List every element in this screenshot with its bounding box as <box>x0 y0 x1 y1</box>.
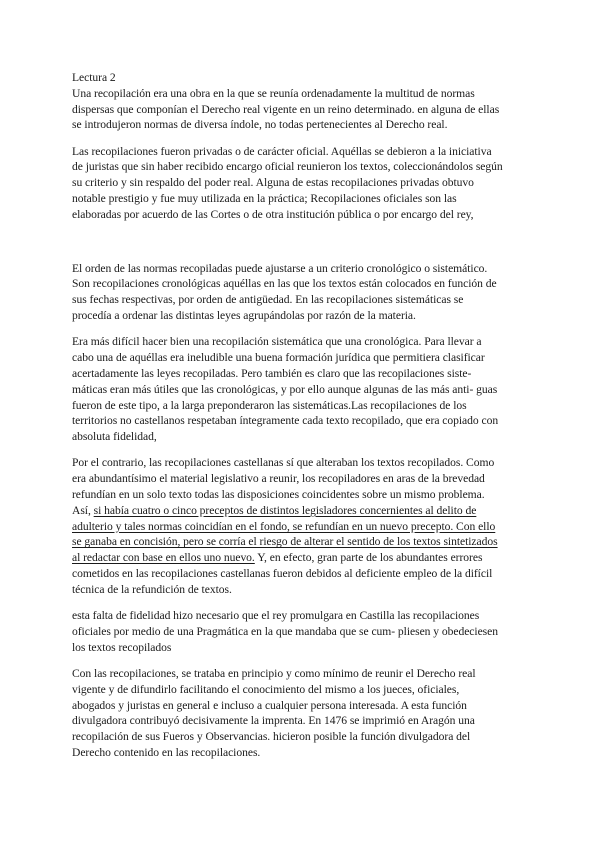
text-line: los textos recopilados <box>72 640 172 654</box>
text-line: elaboradas por acuerdo de las Cortes o de otra institución pública o por encargo del rey, <box>72 207 474 221</box>
text-line: cometidos en las recopilaciones castellanas fueron debidos al deficiente empleo de la difícil <box>72 567 493 581</box>
text-line: recopilación de sus Fueros y Observancias. hicieron posible la función divulgadora del <box>72 730 471 744</box>
text-line: su criterio y sin respaldo del poder real. Alguna de estas recopilaciones privadas obtuvo <box>72 176 474 190</box>
paragraph-5 <box>72 455 540 597</box>
paragraph-6 <box>72 608 540 655</box>
text-line: notable prestigio y fue muy utilizada en la práctica; Recopilaciones oficiales son las <box>72 192 457 206</box>
text-line: era abundantísimo el material legislativo a reunir, los recopiladores en aras de la brevedad <box>72 472 485 486</box>
text-line: de juristas que sin haber recibido encargo oficial reunieron los textos, coleccionándolos según <box>72 160 503 174</box>
text-line: Las recopilaciones fueron privadas o de carácter oficial. Aquéllas se debieron a la iniciativa <box>72 144 492 158</box>
text-line <box>72 519 540 535</box>
underlined-text: al redactar con base en ellos uno nuevo. <box>72 551 255 565</box>
underlined-text: si había cuatro o cinco preceptos de distintos legisladores concernientes al delito de <box>93 503 477 517</box>
text-line: territorios no castellanos respetaban íntegramente cada texto recopilado, que era copiado con <box>72 414 499 428</box>
text-line: Son recopilaciones cronológicas aquéllas en las que los textos están colocados en función de <box>72 277 497 291</box>
text-line: Con las recopilaciones, se trataba en principio y como mínimo de reunir el Derecho real <box>72 667 476 680</box>
paragraph-2 <box>72 144 540 223</box>
text-line: oficiales por medio de una Pragmática en la que mandaba que se cum- pliesen y obedeciesen <box>72 624 498 638</box>
text-line: máticas eran más útiles que las cronológicas, y por ello aunque algunas de las más anti- guas <box>72 382 498 396</box>
text-line: sus fechas respectivas, por orden de antigüedad. En las recopilaciones sistemáticas se <box>72 293 464 307</box>
text-line: Por el contrario, las recopilaciones castellanas sí que alteraban los textos recopilados. Como <box>72 456 495 470</box>
text-line: vigente y de difundirlo facilitando el conocimiento del mismo a los jueces, oficiales, <box>72 682 460 696</box>
text-line: se introdujeron normas de diversa índole, no todas pertenecientes al Derecho real. <box>72 118 448 132</box>
underlined-text: adulterio y tales normas coincidían en el fondo, se refundían en un nuevo precepto. Con ello <box>72 519 496 533</box>
text-line: refundían en un solo texto todas las disposiciones coincidentes sobre un mismo problema. <box>72 488 485 502</box>
text-line: técnica de la refundición de textos. <box>72 582 232 596</box>
paragraph-1 <box>72 86 540 133</box>
text-line: dispersas que componían el Derecho real vigente en un reino determinado. en alguna de ellas <box>72 102 500 116</box>
text-line <box>72 534 540 550</box>
text-line: acertadamente las leyes recopiladas. Pero también es claro que las recopilaciones siste- <box>72 366 472 380</box>
text-line: El orden de las normas recopiladas puede ajustarse a un criterio cronológico o sistemático. <box>72 261 488 275</box>
text-line: procedía a ordenar las distintas leyes agrupándolas por razón de la materia. <box>72 309 416 323</box>
paragraph-3 <box>72 261 540 324</box>
text-segment: Así, <box>72 503 94 517</box>
text-line: abogados y juristas en general e incluso a cualquier persona interesada. A esta función <box>72 698 467 712</box>
paragraph-7 <box>72 666 540 761</box>
text-line: esta falta de fidelidad hizo necesario que el rey promulgara en Castilla las recopilaciones <box>72 609 480 623</box>
underlined-text: se ganaba en concisión, pero se corría el riesgo de alterar el sentido de los textos sintetizados <box>72 535 498 549</box>
text-line: Una recopilación era una obra en la que se reunía ordenadamente la multitud de normas <box>72 86 475 100</box>
text-line: absoluta fidelidad, <box>72 430 157 444</box>
text-line: Era más difícil hacer bien una recopilación sistemática que una cronológica. Para llevar a <box>72 335 482 349</box>
text-line: cabo una de aquéllas era ineludible una buena formación jurídica que permitiera clasificar <box>72 351 485 365</box>
text-line <box>72 550 540 566</box>
text-line: divulgadora contribuyó decisivamente la imprenta. En 1476 se imprimió en Aragón una <box>72 714 475 728</box>
text-line: fueron de este tipo, a la larga preponderaron las sistemáticas.Las recopilaciones de los <box>72 398 467 412</box>
text-line <box>72 503 540 519</box>
text-segment: Y, en efecto, gran parte de los abundantes errores <box>254 551 483 565</box>
document-title: Lectura 2 <box>72 71 116 84</box>
text-line: Derecho contenido en las recopilaciones. <box>72 745 261 759</box>
paragraph-4 <box>72 334 540 445</box>
